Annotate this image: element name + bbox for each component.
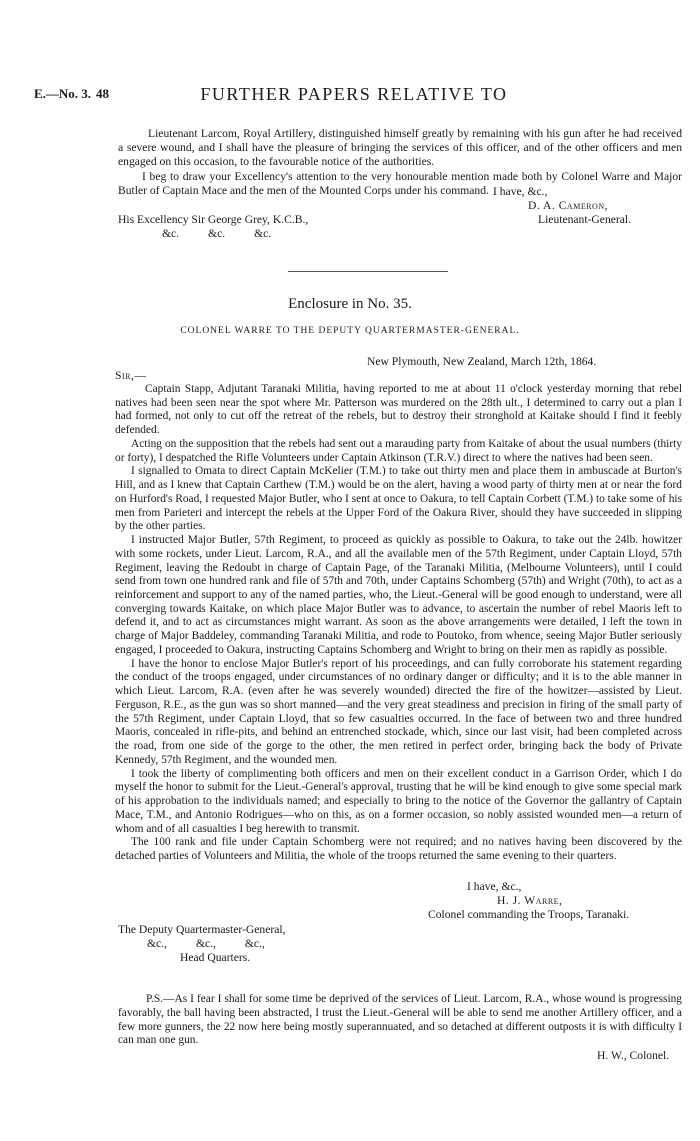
enclosure-closing: I have, &c., [467, 880, 522, 893]
enclosure-paragraph: I took the liberty of complimenting both officers and men on their excellent conduct in a Garrison Order, which I do myself the honor to submit for the Lieut.-General's approval, trusting that he will be kind enough to give some special mark of his approbation to the individuals named; and especially to bring to the notice of the Governor the gallantry of Captain Mace, T.M., and Antonio Rodrigues—who on this, as on a former occasion, so nobly assisted wounded men—a return of whom and of all casualties I beg herewith to transmit. [115, 767, 682, 835]
enclosure-paragraph: I signalled to Omata to direct Captain McKelier (T.M.) to take out thirty men and place them in ambuscade at Burton's Hill, and as I knew that Captain Carthew (T.M.) would be on the alert, having a wood party of thirty men at or near the ford on Hurford's Road, I requested Major Butler, who I sent at once to Oakura, to tell Captain Corbett (T.M.) to take some of his men from Parieteri and intercept the rebels at the Upper Ford of the Oakura River, should they have succeeded in slipping by the other parties. [115, 465, 682, 533]
dateline: New Plymouth, New Zealand, March 12th, 1864. [367, 355, 597, 368]
enclosure-rank: Colonel commanding the Troops, Taranaki. [428, 908, 630, 921]
page-header [34, 84, 674, 104]
enclosure-addressee-location: Head Quarters. [180, 951, 251, 964]
letter-paragraph: I beg to draw your Excellency's attention to the very honourable mention made both by Colonel Warre and Major Butler of Captain Mace and the men of the Mounted Corps under his command. [118, 169, 682, 197]
enclosure-paragraph: I instructed Major Butler, 57th Regiment, to proceed as quickly as possible to Oakura, to take out the 24lb. howitzer with some rockets, under Lieut. Larcom, R.A., and all the available men of the 57th Regiment, under Captain Lloyd, 57th Regiment, leaving the Redoubt in charge of Captain Page, of the Taranaki Militia, (Melbourne Volunteers), until I could send from town one hundred rank and file of 57th and 70th, under Captains Schomberg (57th) and Wright (70th), to act as a reinforcement and support to any of the named parties, who, the Lieut.-General will be good enough to understand, were all converging towards Kaitake, on which place Major Butler was to advance, to ascertain the number of rebel Maoris left to defend it, and to act as circumstances might warrant. As soon as the above arrangements were detailed, I left the town in charge of Major Baddeley, commanding Taranaki Militia, and rode to Poutoko, from whence, seeing Major Butler seriously engaged, I proceeded to Oakura, instructing Captains Schomberg and Wright to bring on their men as rapidly as possible. [115, 534, 682, 656]
postscript-text: P.S.—As I fear I shall for some time be deprived of the services of Lieut. Larcom, R.A., whose wound is progressing favorably, the ball having been abstracted, I trust the Lieut.-General will be able to send me another Artillery officer, and a few more gunners, the 22 now here being mostly superannuated, and so detached at different outposts it is with difficulty I can man one gun. [118, 993, 682, 1047]
enclosure-paragraph: I have the honor to enclose Major Butler's report of his proceedings, and can fully corroborate his statement regarding the conduct of the troops engaged, under circumstances of no ordinary danger or difficulty; and it is to the able manner in which Lieut. Larcom, R.A. (even after he was severely wounded) directed the fire of the howitzer—assisted by Lieut. Ferguson, R.E., as the gun was so short manned—and the very great steadiness and precision in firing of the small party of the 57th Regiment, under Captain Lloyd, that so few casualties occurred. In the face of between two and three hundred Maoris, concealed in rifle-pits, and behind an entrenched stockade, which, since our last visit, had been completed across the road, from one side of the gorge to the other, the men retired in perfect order, bringing back the body of Private Kennedy, 57th Regiment, and the wounded men. [115, 657, 682, 766]
letter-addressee: His Excellency Sir George Grey, K.C.B., [118, 213, 309, 226]
postscript-signature: H. W., Colonel. [597, 1049, 670, 1062]
page-number: 48 [96, 86, 109, 101]
enclosure-addressee-etc: &c., &c., &c., [147, 937, 265, 950]
letter-paragraph: Lieutenant Larcom, Royal Artillery, distinguished himself greatly by remaining with his gun after he had received a severe wound, and I shall have the pleasure of bringing the services of this officer, and of the other officers and men engaged on this occasion, to the favourable notice of the authorities. [118, 127, 682, 169]
enclosure-signature: H. J. Warre, [497, 894, 563, 907]
letter-rank: Lieutenant-General. [538, 213, 632, 226]
enclosure-subtitle: COLONEL WARRE TO THE DEPUTY QUARTERMASTER-GENERAL. [180, 326, 520, 336]
document-reference: E.—No. 3. [34, 86, 92, 101]
section-divider [288, 271, 448, 272]
enclosure-title: Enclosure in No. 35. [288, 296, 412, 312]
postscript [118, 993, 682, 1048]
letter-body [118, 127, 682, 198]
letter-addressee-etc: &c. &c. &c. [162, 227, 272, 240]
enclosure-addressee: The Deputy Quartermaster-General, [118, 923, 286, 936]
enclosure-body [115, 383, 682, 864]
letter-signature: D. A. Cameron, [528, 199, 608, 212]
salutation: Sir,— [115, 369, 147, 382]
enclosure-paragraph: Captain Stapp, Adjutant Taranaki Militia, having reported to me at about 11 o'clock yesterday morning that rebel natives had been seen near the spot where Mr. Patterson was murdered on the 28th ult., I determined to carry out a plan I had formed, not only to cut off the retreat of the rebels, but to destroy their stronghold at Kaitake should I find it feebly defended. [115, 383, 682, 437]
enclosure-paragraph: The 100 rank and file under Captain Schomberg were not required; and no natives having been discovered by the detached parties of Volunteers and Militia, the whole of the troops returned the same evening to their quarters. [115, 836, 682, 862]
letter-closing: I have, &c., [493, 185, 548, 198]
enclosure-paragraph: Acting on the supposition that the rebels had sent out a marauding party from Kaitake of about the usual numbers (thirty or forty), I despatched the Rifle Volunteers under Captain Atkinson (T.R.V.) direct to where the natives had been seen. [115, 437, 682, 464]
running-title: FURTHER PAPERS RELATIVE TO [200, 84, 508, 104]
